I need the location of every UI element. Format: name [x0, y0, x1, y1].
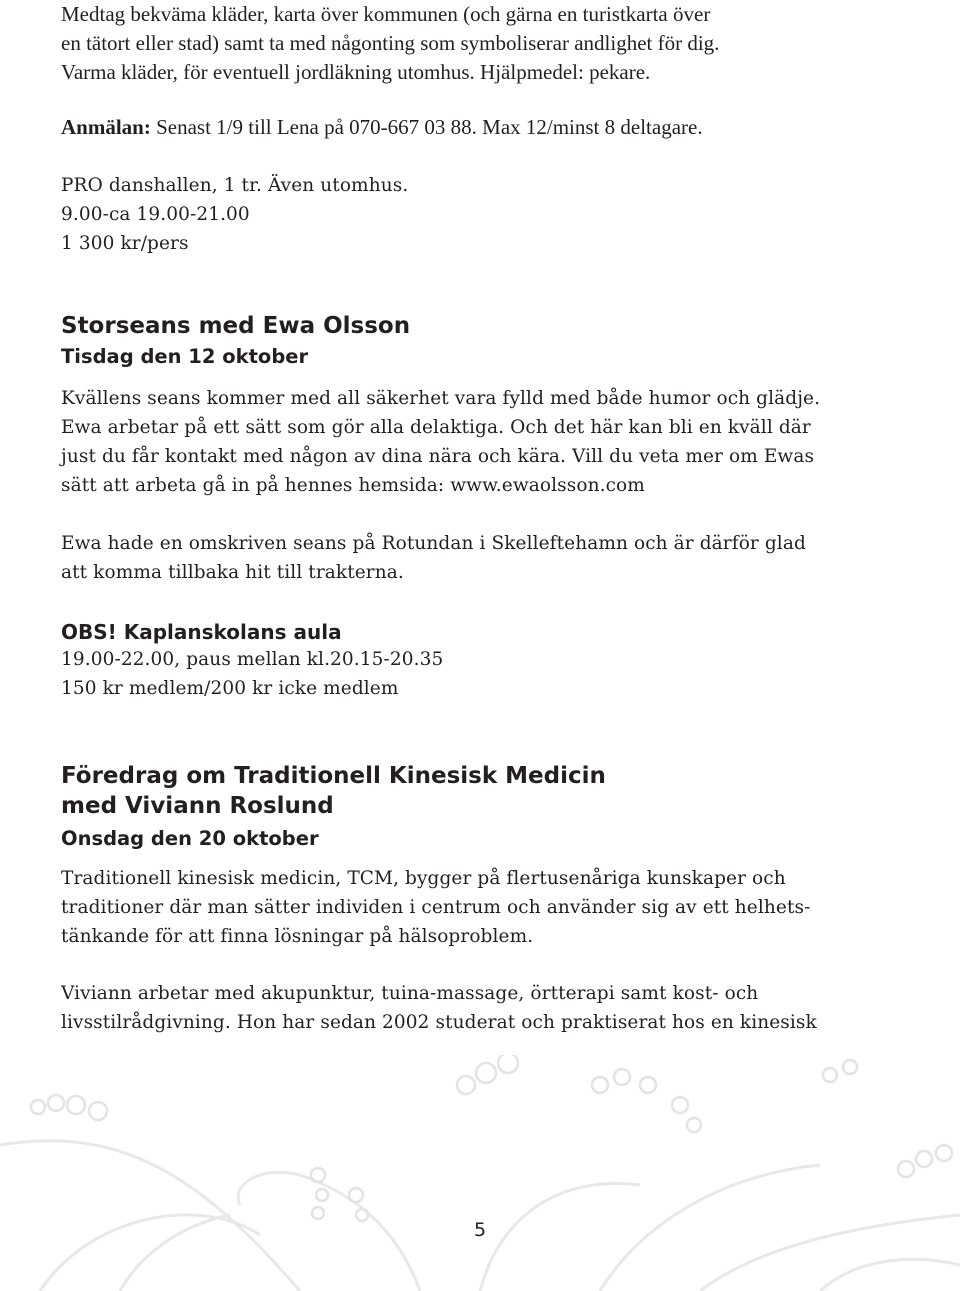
event2-header — [61, 761, 861, 852]
event1-para1 — [61, 384, 861, 500]
event2-para1-line: Traditionell kinesisk medicin, TCM, bygger på flertusenåriga kunskaper och — [61, 868, 786, 889]
event1-header — [61, 311, 861, 370]
event2-para1-line: traditioner där man sätter individen i centrum och använder sig av ett helhets- — [61, 897, 811, 918]
intro-text — [61, 0, 861, 87]
event1-para2 — [61, 529, 861, 587]
intro-details — [61, 171, 861, 258]
floral-swirl-ornament-icon — [0, 1055, 960, 1291]
event1-para1-line: sätt att arbeta gå in på hennes hemsida: www.ewaolsson.com — [61, 475, 645, 496]
signup-label: Anmälan: — [61, 115, 151, 139]
event2-title-line-1: Föredrag om Traditionell Kinesisk Medicin — [61, 763, 606, 789]
event2-para1 — [61, 864, 861, 951]
signup-line — [61, 113, 861, 142]
intro-venue: PRO danshallen, 1 tr. Även utomhus. — [61, 175, 409, 196]
intro-line-2: en tätort eller stad) samt ta med någonting som symboliserar andlighet för dig. — [61, 31, 720, 55]
intro-price: 1 300 kr/pers — [61, 233, 189, 254]
event2-para2 — [61, 979, 861, 1037]
event1-title: Storseans med Ewa Olsson — [61, 313, 411, 339]
intro-line-3: Varma kläder, för eventuell jordläkning utomhus. Hjälpmedel: pekare. — [61, 60, 651, 84]
event1-para2-line: Ewa hade en omskriven seans på Rotundan i Skelleftehamn och är därför glad — [61, 533, 806, 554]
event1-price: 150 kr medlem/200 kr icke medlem — [61, 678, 399, 699]
page-number: 5 — [473, 1219, 487, 1241]
event1-para2-line: att komma tillbaka hit till trakterna. — [61, 562, 404, 583]
event1-date: Tisdag den 12 oktober — [61, 345, 309, 368]
intro-time: 9.00-ca 19.00-21.00 — [61, 204, 250, 225]
event2-para1-line: tänkande för att finna lösningar på hälsoproblem. — [61, 926, 534, 947]
event1-time: 19.00-22.00, paus mellan kl.20.15-20.35 — [61, 649, 444, 670]
event2-title-line-2: med Viviann Roslund — [61, 793, 334, 819]
event2-para2-line: livsstilrådgivning. Hon har sedan 2002 studerat och praktiserat hos en kinesisk — [61, 1012, 817, 1033]
event1-para1-line: just du får kontakt med någon av dina nära och kära. Vill du veta mer om Ewas — [61, 446, 815, 467]
event2-date: Onsdag den 20 oktober — [61, 827, 319, 850]
event1-para1-line: Kvällens seans kommer med all säkerhet vara fylld med både humor och glädje. — [61, 388, 821, 409]
event2-para2-line: Viviann arbetar med akupunktur, tuina-massage, örtterapi samt kost- och — [61, 983, 759, 1004]
intro-line-1: Medtag bekväma kläder, karta över kommunen (och gärna en turistkarta över — [61, 2, 711, 26]
event1-venue: OBS! Kaplanskolans aula — [61, 620, 342, 644]
event1-details — [61, 619, 861, 703]
event1-para1-line: Ewa arbetar på ett sätt som gör alla delaktiga. Och det här kan bli en kväll där — [61, 417, 811, 438]
signup-text: Senast 1/9 till Lena på 070-667 03 88. Max 12/minst 8 deltagare. — [156, 115, 703, 139]
